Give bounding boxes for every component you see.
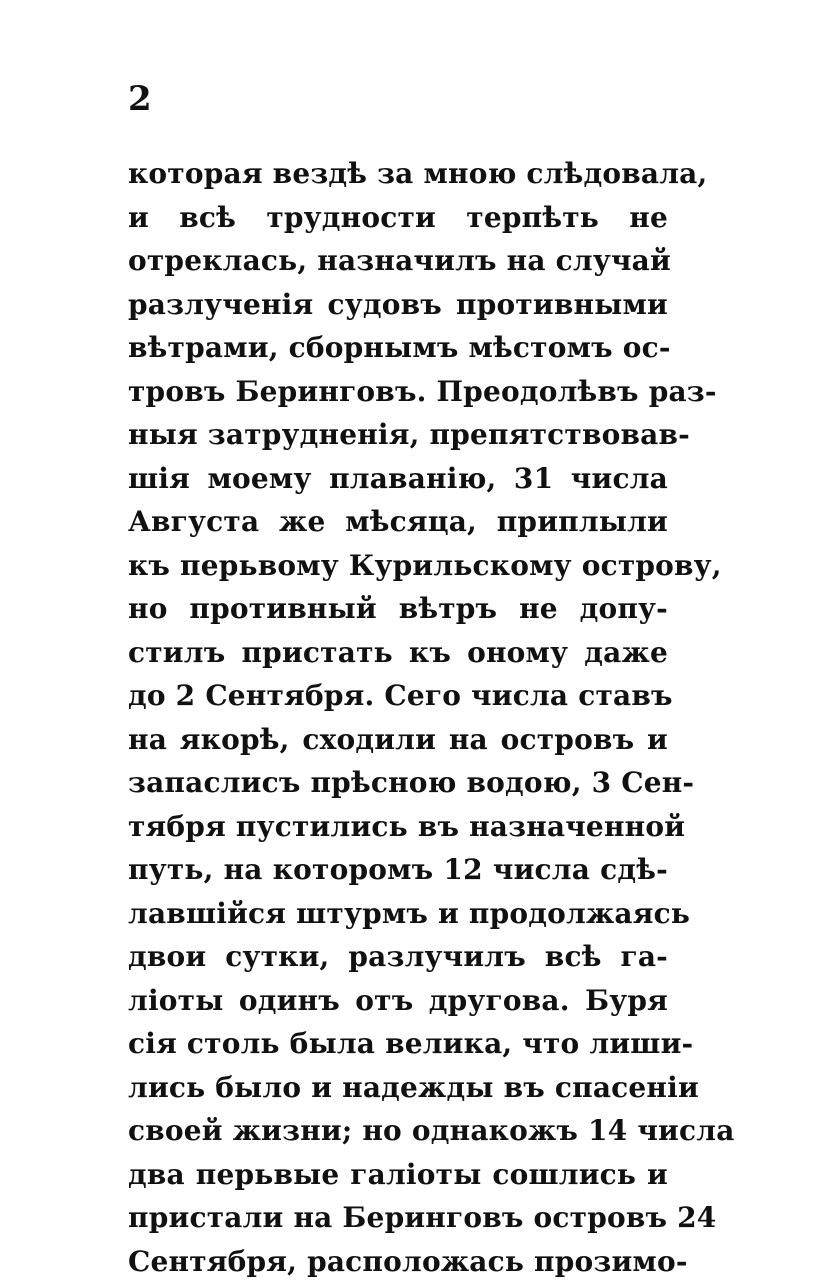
text-line: своей жизни; но однакожъ 14 числа — [128, 1109, 668, 1153]
text-line: шія моему плаванію, 31 числа — [128, 457, 668, 501]
text-line: два перьвые галіоты сошлись и — [128, 1153, 668, 1197]
text-line: лавшійся штурмъ и продолжаясь — [128, 892, 668, 936]
text-line: ныя затрудненія, препятствовав- — [128, 413, 668, 457]
text-line: тровъ Беринговъ. Преодолѣвъ раз- — [128, 370, 668, 414]
text-line: Сентября, расположась прозимо- — [128, 1240, 668, 1283]
text-line: двои сутки, разлучилъ всѣ га- — [128, 935, 668, 979]
text-block — [128, 152, 668, 1283]
page-number: 2 — [128, 82, 152, 116]
text-line: запаслисъ прѣсною водою, 3 Сен- — [128, 761, 668, 805]
text-line: но противный вѣтръ не допу- — [128, 587, 668, 631]
text-line: отреклась, назначилъ на случай — [128, 239, 668, 283]
text-line: на якорѣ, сходили на островъ и — [128, 718, 668, 762]
text-line: тября пустились въ назначенной — [128, 805, 668, 849]
text-line: путь, на которомъ 12 числа сдѣ- — [128, 848, 668, 892]
text-line: стилъ пристать къ оному даже — [128, 631, 668, 675]
text-line: ліоты одинъ отъ другова. Буря — [128, 979, 668, 1023]
text-line: и всѣ трудности терпѣть не — [128, 196, 668, 240]
text-line: къ перьвому Курильскому острову, — [128, 544, 668, 588]
text-line: разлученія судовъ противными — [128, 283, 668, 327]
text-line: сія столь была велика, что лиши- — [128, 1022, 668, 1066]
text-line: до 2 Сентября. Сего числа ставъ — [128, 674, 668, 718]
text-line: пристали на Беринговъ островъ 24 — [128, 1196, 668, 1240]
text-line: которая вездѣ за мною слѣдовала, — [128, 152, 668, 196]
text-line: Августа же мѣсяца, приплыли — [128, 500, 668, 544]
text-line: вѣтрами, сборнымъ мѣстомъ ос- — [128, 326, 668, 370]
text-line: лись было и надежды въ спасеніи — [128, 1066, 668, 1110]
